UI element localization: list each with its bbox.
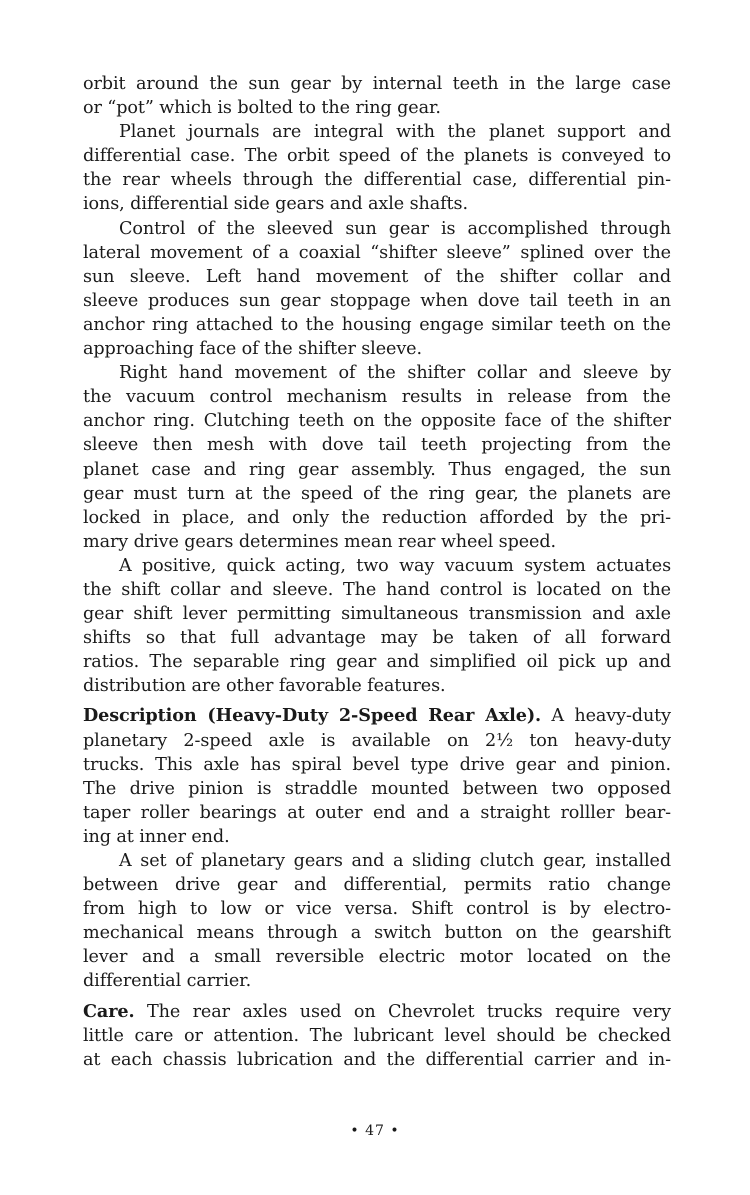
text-line [83, 626, 671, 650]
text-line [83, 530, 671, 554]
line-text: anchor ring. Clutching teeth on the opposite face of the shifter [83, 411, 671, 432]
text-line [83, 602, 671, 626]
line-text: the rear wheels through the differential case, differential pin- [83, 170, 671, 191]
text-line [83, 120, 671, 144]
line-text: The rear axles used on Chevrolet trucks require very [134, 1001, 671, 1022]
text-line [83, 969, 671, 993]
line-text: locked in place, and only the reduction afforded by the pri- [83, 507, 671, 528]
text-line [83, 482, 671, 506]
text-line [83, 825, 671, 849]
line-text: between drive gear and differential, permits ratio change [83, 875, 671, 896]
line-text: gear must turn at the speed of the ring gear, the planets are [83, 483, 671, 504]
line-text: differential case. The orbit speed of the planets is conveyed to [83, 146, 671, 167]
paragraph [83, 217, 671, 362]
paragraph [83, 72, 671, 120]
paragraph [83, 849, 671, 994]
text-line [83, 753, 671, 777]
paragraph [83, 120, 671, 216]
line-text: sun sleeve. Left hand movement of the shifter collar and [83, 266, 671, 287]
line-text: or “pot” which is bolted to the ring gear. [83, 98, 441, 119]
line-text: lever and a small reversible electric motor located on the [83, 947, 671, 968]
line-text: orbit around the sun gear by internal teeth in the large case [83, 74, 671, 94]
line-text: trucks. This axle has spiral bevel type drive gear and pinion. [83, 754, 671, 775]
text-line [83, 578, 671, 602]
line-text: shifts so that full advantage may be taken of all forward [83, 628, 671, 649]
text-line [83, 192, 671, 216]
text-line [83, 704, 671, 728]
line-text: planetary 2-speed axle is available on 2½ ton heavy-duty [83, 730, 671, 751]
text-line [83, 506, 671, 530]
line-text: gear shift lever permitting simultaneous transmission and axle [83, 604, 671, 625]
text-line [83, 921, 671, 945]
text-line [83, 945, 671, 969]
text-line [83, 72, 671, 96]
text-line [83, 337, 671, 361]
paragraph [83, 361, 671, 554]
line-text: Planet journals are integral with the planet support and [119, 122, 671, 143]
line-text: the shift collar and sleeve. The hand control is located on the [83, 579, 671, 600]
line-text: anchor ring attached to the housing engage similar teeth on the [83, 314, 671, 335]
line-text: ratios. The separable ring gear and simplified oil pick up and [83, 652, 671, 673]
text-line [83, 168, 671, 192]
line-text: little care or attention. The lubricant level should be checked [83, 1025, 671, 1046]
text-line [83, 458, 671, 482]
line-text: sleeve then mesh with dove tail teeth projecting from the [83, 435, 671, 456]
text-line [83, 313, 671, 337]
text-line [83, 873, 671, 897]
text-line [83, 409, 671, 433]
line-text: lateral movement of a coaxial “shifter sleeve” splined over the [83, 242, 671, 263]
line-text: mary drive gears determines mean rear wheel speed. [83, 531, 557, 552]
text-line [83, 777, 671, 801]
text-line [83, 385, 671, 409]
line-text: A set of planetary gears and a sliding clutch gear, installed [119, 851, 671, 871]
text-line [83, 897, 671, 921]
section-heading: Description (Heavy-Duty 2-Speed Rear Axle). [83, 705, 542, 727]
line-text: at each chassis lubrication and the differential carrier and in- [83, 1049, 671, 1070]
text-line [83, 361, 671, 385]
line-text: Control of the sleeved sun gear is accomplished through [119, 218, 671, 239]
text-line [83, 849, 671, 873]
text-line [83, 674, 671, 698]
line-text: taper roller bearings at outer end and a straight rolller bear- [83, 802, 671, 823]
text-line [83, 554, 671, 578]
line-text: Right hand movement of the shifter collar and sleeve by [119, 363, 671, 384]
text-line [83, 217, 671, 241]
text-line [83, 729, 671, 753]
line-text: approaching face of the shifter sleeve. [83, 339, 422, 360]
line-text: ions, differential side gears and axle shafts. [83, 194, 468, 215]
paragraph [83, 554, 671, 699]
text-line [83, 801, 671, 825]
line-text: sleeve produces sun gear stoppage when dove tail teeth in an [83, 290, 671, 311]
text-line [83, 241, 671, 265]
line-text: from high to low or vice versa. Shift control is by electro- [83, 899, 671, 920]
text-line [83, 96, 671, 120]
text-line [83, 650, 671, 674]
text-line [83, 433, 671, 457]
line-text: mechanical means through a switch button on the gearshift [83, 923, 671, 944]
document-body [83, 72, 671, 1072]
section-heading: Care. [83, 1000, 135, 1022]
line-text: A positive, quick acting, two way vacuum system actuates [119, 555, 671, 576]
text-line [83, 265, 671, 289]
page-number: • 47 • [350, 1123, 400, 1139]
section-paragraph [83, 1000, 671, 1072]
section-paragraph [83, 704, 671, 849]
text-line [83, 144, 671, 168]
line-text: distribution are other favorable features. [83, 676, 446, 697]
text-line [83, 1048, 671, 1072]
line-text: ing at inner end. [83, 826, 230, 847]
text-line [83, 289, 671, 313]
line-text: planet case and ring gear assembly. Thus engaged, the sun [83, 459, 671, 480]
line-text: the vacuum control mechanism results in release from the [83, 387, 671, 408]
text-line [83, 1024, 671, 1048]
text-line [83, 1000, 671, 1024]
line-text: differential carrier. [83, 971, 252, 992]
line-text: A heavy-duty [541, 706, 671, 727]
line-text: The drive pinion is straddle mounted between two opposed [83, 778, 671, 799]
